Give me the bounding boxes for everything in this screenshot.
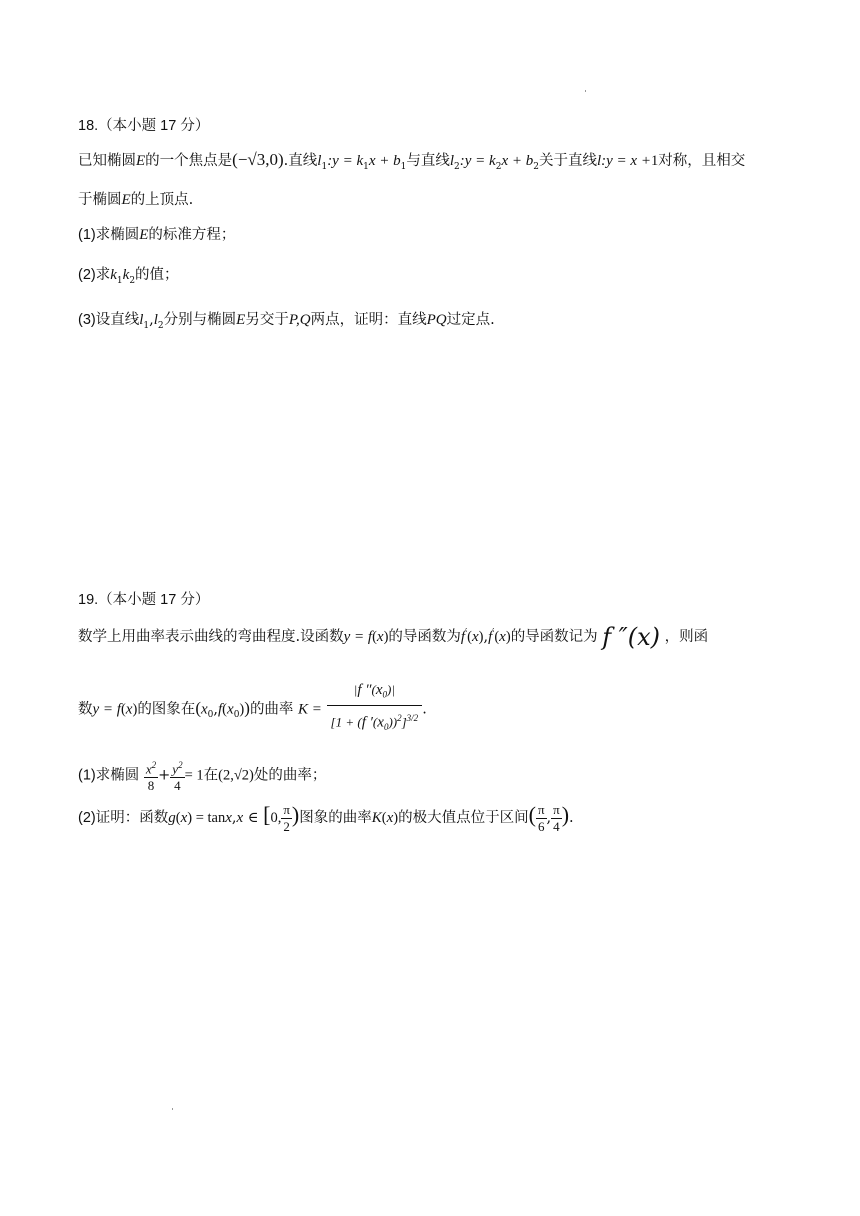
q18-intro-line2: 于椭圆E的上顶点. [78, 192, 194, 208]
q18-part3: (3)设直线$l_1,l_2$分别与椭圆E另交于P,Q两点，证明：直线PQ过定点. [78, 312, 495, 331]
q19-part2: (2)证明：函数g(x) = tanx,x ∈ [0, $\frac{\pi}{2}$ )图象的曲率K(x)的极大值点位于区间( $\frac{\pi}{6}$ , $\frac{\pi}{4}$ ). [78, 801, 574, 834]
curvature-formula: $\frac{|f ''(x_0)|}{[1 + (f '(x_0))^2]^{3/2}}$ [327, 680, 423, 739]
q19-intro-line1: 数学上用曲率表示曲线的弯曲程度.设函数y = f(x)的导函数为f′(x),f′(x)的导函数记为 f ″(x) ，则函 [78, 622, 709, 651]
q18-intro-line1: 已知椭圆E的一个焦点是(−√3,0).直线$l_1:y = k_1x + b_1$与直线$l_2:y = k_2x + b_2$关于直线l:y = x +1对称，且相交 [78, 150, 746, 172]
scan-mark [585, 90, 586, 92]
q19-intro-line2: 数y = f(x)的图象在$(x_0,f(x_0))$的曲率 K = $\frac{|f ''(x_0)|}{[1 + (f '(x_0))^2]^{3/2}}$ . [78, 680, 427, 732]
q19-heading: 19.（本小题 17 分） [78, 592, 210, 608]
q19-part1: (1)求椭圆 $\frac{x^2}{8}$ + $\frac{y^2}{4}$ = 1在(2,√2)处的曲率； [78, 757, 326, 791]
q18-part2: (2)求$k_1k_2$的值； [78, 267, 179, 286]
q18-part1: (1)求椭圆E的标准方程； [78, 227, 236, 243]
scan-mark [172, 1108, 173, 1110]
q18-heading: 18.（本小题 17 分） [78, 118, 210, 134]
